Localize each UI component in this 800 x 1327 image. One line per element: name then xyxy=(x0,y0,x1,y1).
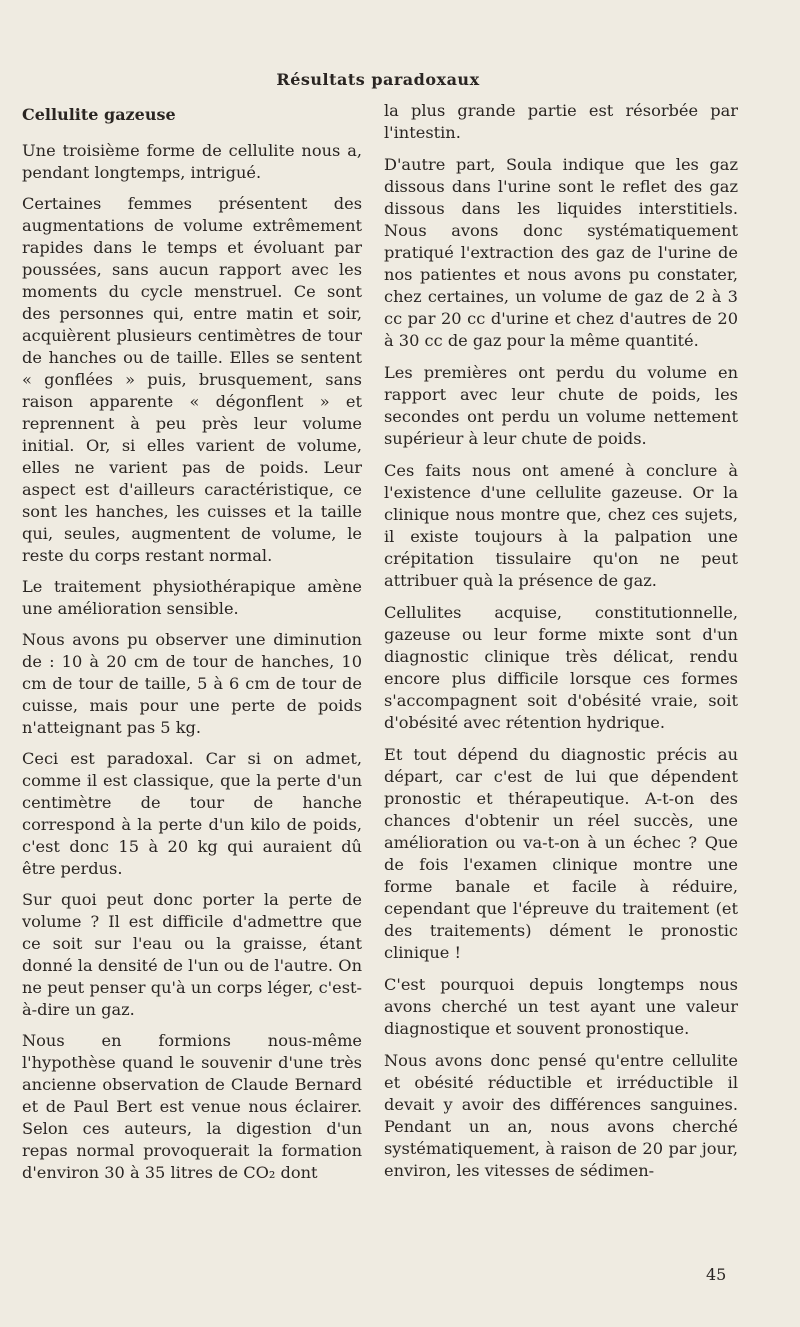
paragraph: Ceci est paradoxal. Car si on admet, comme il est classique, que la perte d'un centimètre de tour de hanche correspond à la perte d'un kilo de poids, c'est donc 15 à 20 kg qui auraient dû être perdus. xyxy=(22,749,362,878)
section-title: Cellulite gazeuse xyxy=(22,105,176,124)
paragraph: D'autre part, Soula indique que les gaz dissous dans l'urine sont le reflet des gaz dissous dans les liquides interstitiels. Nous avons donc systématiquement pratiqué l'extraction des gaz de l'urine de nos patientes et nous avons pu constater, chez certaines, un volume de gaz de 2 à 3 cc par 20 cc d'urine et chez d'autres de 20 à 30 cc de gaz pour la même quantité. xyxy=(384,155,738,350)
paragraph: Nous avons pu observer une diminution de : 10 à 20 cm de tour de hanches, 10 cm de tour de taille, 5 à 6 cm de tour de cuisse, mais pour une perte de poids n'atteignant pas 5 kg. xyxy=(22,630,362,737)
paragraph: Les premières ont perdu du volume en rapport avec leur chute de poids, les secondes ont perdu un volume nettement supérieur à leur chute de poids. xyxy=(384,363,738,448)
paragraph: Nous en formions nous-même l'hypothèse quand le souvenir d'une très ancienne observation de Claude Bernard et de Paul Bert est venue nous éclairer. Selon ces auteurs, la digestion d'un repas normal provoquerait la formation d'environ 30 à 35 litres de CO₂ dont xyxy=(22,1031,362,1182)
paragraph: Ces faits nous ont amené à conclure à l'existence d'une cellulite gazeuse. Or la clinique nous montre que, chez ces sujets, il existe toujours à la palpation une crépitation tissulaire qu'on ne peut attribuer quà la présence de gaz. xyxy=(384,461,738,590)
paragraph: Et tout dépend du diagnostic précis au départ, car c'est de lui que dépendent pronostic et thérapeutique. A-t-on des chances d'obtenir un réel succès, une amélioration ou va-t-on à un échec ? Que de fois l'examen clinique montre une forme banale et facile à réduire, cependant que l'épreuve du traitement (et des traitements) dément le pronostic clinique ! xyxy=(384,745,738,962)
paragraph: Sur quoi peut donc porter la perte de volume ? Il est difficile d'admettre que ce soit sur l'eau ou la graisse, étant donné la densité de l'un ou de l'autre. On ne peut penser qu'à un corps léger, c'est-à-dire un gaz. xyxy=(22,890,362,1019)
right-column xyxy=(384,100,738,1192)
running-head: Résultats paradoxaux xyxy=(276,70,480,89)
paragraph: Le traitement physiothérapique amène une amélioration sensible. xyxy=(22,577,362,618)
paragraph: C'est pourquoi depuis longtemps nous avons cherché un test ayant une valeur diagnostique et souvent pronostique. xyxy=(384,975,738,1038)
paragraph: Cellulites acquise, constitutionnelle, gazeuse ou leur forme mixte sont d'un diagnostic clinique très délicat, rendu encore plus difficile lorsque ces formes s'accompagnent soit d'obésité vraie, soit d'obésité avec rétention hydrique. xyxy=(384,603,738,732)
paragraph: Une troisième forme de cellulite nous a, pendant longtemps, intrigué. xyxy=(22,141,362,182)
page-number: 45 xyxy=(706,1265,727,1284)
paragraph: Certaines femmes présentent des augmentations de volume extrêmement rapides dans le temps et évoluant par poussées, sans aucun rapport avec les moments du cycle menstruel. Ce sont des personnes qui, entre matin et soir, acquièrent plusieurs centimètres de tour de hanches ou de taille. Elles se sentent « gonflées » puis, brusquement, sans raison apparente « dégonflent » et reprennent à peu près leur volume initial. Or, si elles varient de volume, elles ne varient pas de poids. Leur aspect est d'ailleurs caractéristique, ce sont les hanches, les cuisses et la taille qui, seules, augmentent de volume, le reste du corps restant normal. xyxy=(22,194,362,565)
paragraph: la plus grande partie est résorbée par l'intestin. xyxy=(384,101,738,142)
paragraph: Nous avons donc pensé qu'entre cellulite et obésité réductible et irréductible il devait y avoir des différences sanguines. Pendant un an, nous avons cherché systématiquement, à raison de 20 par jour, environ, les vitesses de sédimen- xyxy=(384,1051,738,1180)
left-column xyxy=(22,100,362,1193)
